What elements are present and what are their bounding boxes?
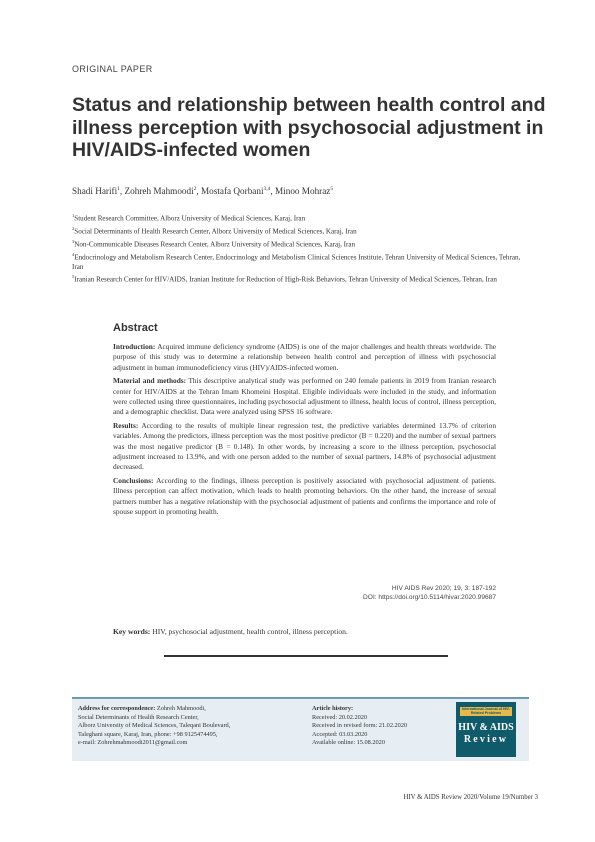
- received-date: Received: 20.02.2020: [312, 713, 368, 721]
- affiliation-item: [72, 224, 530, 237]
- correspondence-name: Zohreh Mahmoodi,: [155, 705, 206, 712]
- author-affiliation-number: 5: [330, 186, 334, 192]
- abstract-methods: [113, 376, 496, 417]
- affiliation-text: Non-Communicable Diseases Research Center, Alborz University of Medical Sciences, Karaj, Iran: [74, 240, 356, 249]
- correspondence-line: Alborz University of Medical Sciences, Taleqani Boulevard,: [78, 722, 231, 730]
- logo-title: HIV & AIDS: [458, 721, 514, 733]
- introduction-label: Introduction:: [113, 342, 156, 351]
- affiliation-number: 1: [72, 213, 75, 218]
- affiliation-item: [72, 211, 530, 224]
- keywords-label: Key words:: [113, 627, 151, 636]
- author-affiliation-number: 2: [193, 186, 197, 192]
- conclusions-text: According to the findings, illness perception is positively associated with psychosocial adjustment of patients. Illness perception can affect motivation, which leads to health promoting behaviors. On the other hand, the increase of sexual partners number has a negative relationship with the psychosocial adjustment of patients and confirms the importance and role of spouse support in promoting health.: [113, 476, 496, 516]
- affiliation-number: 2: [72, 225, 75, 231]
- abstract-section: [113, 322, 496, 521]
- online-date: Available online: 15.08.2020: [312, 739, 385, 747]
- author-separator: ,: [196, 186, 202, 197]
- author-name: Shadi Harifi: [72, 186, 118, 197]
- affiliation-text: Iranian Research Center for HIV/AIDS, Iranian Institute for Reduction of High-Risk Behaviors, Tehran University of Medical Sciences, Tehran, Iran: [74, 275, 497, 284]
- author-name: Mostafa Qorbani: [201, 186, 264, 197]
- keywords: [113, 627, 503, 636]
- correspondence-line: Social Determinants of Health Research Center,: [78, 713, 199, 721]
- abstract-introduction: [113, 342, 496, 373]
- article-history: [312, 705, 452, 748]
- introduction-text: Acquired immune deficiency syndrome (AIDS) is one of the major challenges and health threats worldwide. The purpose of this study was to determine a relationship between health control and perception of illness with psychosocial adjustment in human immunodeficiency virus (HIV)/AIDS-infected women.: [113, 342, 496, 372]
- keywords-text: HIV, psychosocial adjustment, health control, illness perception.: [150, 627, 348, 636]
- affiliation-item: [72, 237, 530, 250]
- methods-text: This descriptive analytical study was performed on 240 female patients in 2019 from Iranian research center for HIV/AIDS at the Tehran Imam Khomeini Hospital. Eligible individuals were included in the study, and information were collected using three questionnaires, including psychosocial adjustment to illness, health locus of control, illness perception, and a demographic checklist. Data were analyzed using SPSS 16 software.: [113, 376, 496, 417]
- abstract-conclusions: [113, 476, 496, 517]
- affiliation-item: [72, 272, 530, 285]
- logo-badge: International Journal of HIV-Related Problems: [460, 707, 512, 716]
- article-history-label: Article history:: [312, 705, 354, 712]
- journal-logo: [456, 702, 516, 757]
- affiliation-text: Social Determinants of Health Research Center, Alborz University of Medical Sciences, Karaj, Iran: [74, 227, 357, 236]
- affiliation-text: Student Research Committee, Alborz University of Medical Sciences, Karaj, Iran: [74, 214, 306, 223]
- author-affiliation-number: 3,4: [263, 186, 271, 192]
- abstract-heading: Abstract: [113, 322, 158, 334]
- section-divider: [164, 655, 448, 657]
- paper-title: Status and relationship between health control and illness perception with psychosocial adjustment in HIV/AIDS-infected women: [72, 94, 546, 161]
- journal-citation: HIV AIDS Rev 2020; 19, 3: 187-192: [391, 585, 496, 592]
- affiliation-text: Endocrinology and Metabolism Research Center, Endocrinology and Metabolism Clinical Sciences Institute, Tehran University of Medical Sciences, Tehran, Iran: [72, 253, 521, 271]
- page-footer: HIV & AIDS Review 2020/Volume 19/Number 3: [403, 794, 538, 801]
- affiliation-number: 3: [72, 238, 75, 244]
- affiliation-number: 4: [72, 251, 75, 257]
- citation-block: [363, 584, 496, 603]
- author-separator: ,: [119, 186, 125, 197]
- affiliation-number: 5: [72, 274, 75, 280]
- correspondence-box: [72, 697, 529, 761]
- results-text: According to the results of multiple linear regression test, the predictive variables determined 13.7% of criterion variables. Among the predictors, illness perception was the most positive predictor (B = 0.220) and the number of sexual partners was the most negative predictor (B = 0.148). In other words, by increasing a score to the illness perception, psychosocial adjustment increased to 13.9%, and with one person added to the number of sexual partners, 14.8% of psychosocial adjustment decreased.: [113, 421, 496, 472]
- author-list: [72, 186, 333, 196]
- logo-subtitle: Review: [463, 733, 509, 745]
- accepted-date: Accepted: 03.03.2020: [312, 730, 368, 738]
- doi-link[interactable]: DOI: https://doi.org/10.5114/hivar.2020.99687: [363, 594, 496, 602]
- correspondence-email[interactable]: e-mail: Zohrehmahmoodi2011@gmail.com: [78, 739, 188, 747]
- affiliation-list: [72, 211, 530, 285]
- abstract-results: [113, 421, 496, 472]
- correspondence-address: [78, 705, 300, 748]
- conclusions-label: Conclusions:: [113, 476, 154, 486]
- author-name: Minoo Mohraz: [275, 186, 331, 197]
- results-label: Results:: [113, 421, 139, 431]
- section-label: ORIGINAL PAPER: [72, 64, 153, 74]
- correspondence-line: Taleghani square, Karaj, Iran, phone: +98 9125474495,: [78, 730, 218, 738]
- correspondence-label: Address for correspondence:: [78, 705, 156, 712]
- author-affiliation-number: 1: [117, 186, 120, 192]
- revised-date: Received in revised form: 21.02.2020: [312, 722, 408, 730]
- author-separator: ,: [270, 186, 275, 197]
- affiliation-item: [72, 250, 530, 273]
- author-name: Zohreh Mahmoodi: [124, 186, 194, 197]
- methods-label: Material and methods:: [113, 376, 187, 386]
